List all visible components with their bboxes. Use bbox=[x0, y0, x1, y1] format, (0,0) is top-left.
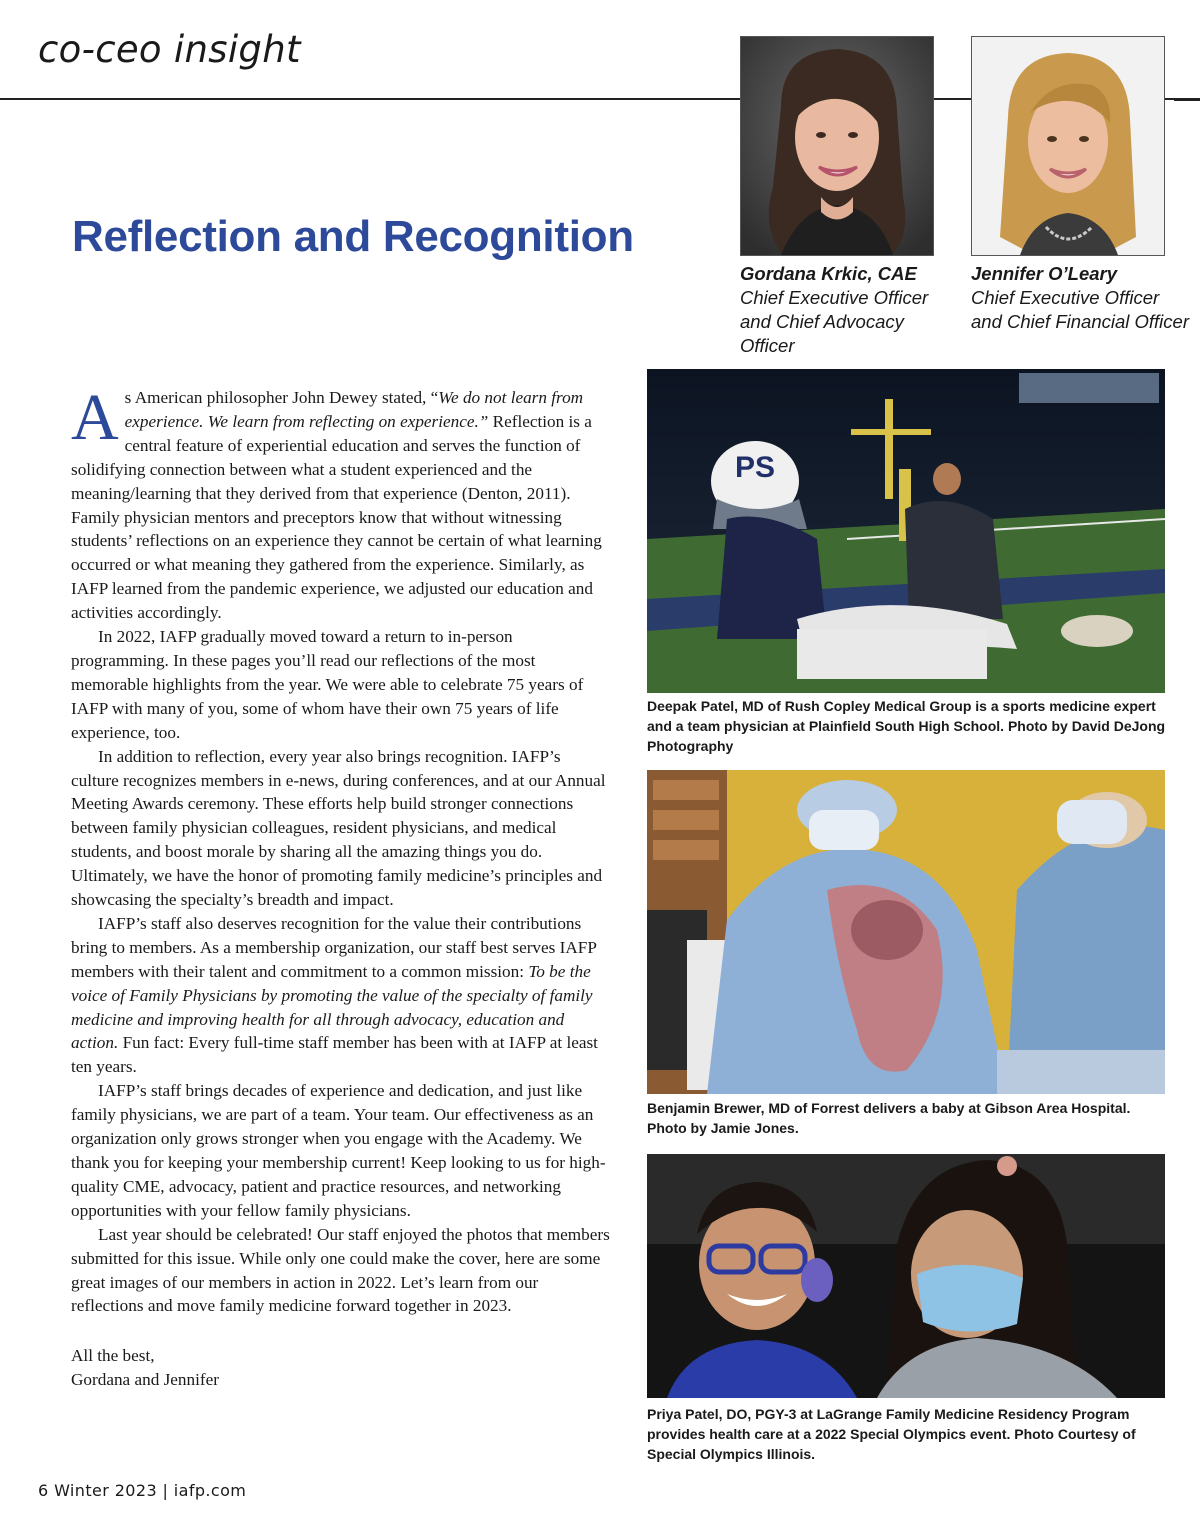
article-paragraph: IAFP’s staff brings decades of experience and dedication, and just like family physicians, we are part of a team. Your team. Our effectiveness as an organization only grows stronger when you engage with the Academy. We thank you for keeping your membership current! Keep looking to us for high- quality CME, advocacy, patient and practice resources, and networking opportunities with your fellow family physicians. bbox=[71, 1081, 606, 1220]
paragraph-text: Reflection is a central feature of experiential education and serves the function of solidifying connection between what a student experienced and the meaning/learning that they derived from that experience (Denton, 2011). Family physician mentors and preceptors know that without witnessing students’ reflections on an experience they cannot be certain of what learning occurred or what meaning they gathered from the experience. Similarly, as IAFP learned from the pandemic experience, we adjusted our education and activities accordingly. bbox=[71, 411, 602, 623]
paragraph-text: s American philosopher John Dewey stated, “ bbox=[124, 388, 439, 407]
page-footer: 6 Winter 2023 | iafp.com bbox=[38, 1481, 247, 1500]
article-paragraph: In addition to reflection, every year also brings recognition. IAFP’s culture recognizes members in e-news, during conferences, and at our Annual Meeting Awards ceremony. These efforts help build stronger connections between family physician colleagues, resident physicians, and medical students, and boost morale by sharing all the amazing things you do. Ultimately, we have the honor of promoting family medicine’s principles and showcasing the specialty’s breadth and impact. bbox=[71, 746, 606, 910]
author-name: Gordana Krkic, CAE bbox=[740, 263, 917, 284]
signature: Gordana and Jennifer bbox=[71, 1370, 219, 1389]
closing-line: All the best, bbox=[71, 1346, 155, 1365]
article-paragraph: Last year should be celebrated! Our staff enjoyed the photos that members submitted for this issue. While only one could make the cover, here are some great images of our members in action in 2022. Let’s learn from our reflections and move family medicine forward together in 2023. bbox=[71, 1224, 610, 1316]
article-body bbox=[71, 381, 611, 1318]
portrait-gordana-krkic bbox=[740, 36, 934, 256]
paragraph-text: Fun fact: Every full-time staff member has been with at IAFP at least ten years. bbox=[71, 1033, 598, 1077]
photo-special-olympics bbox=[647, 1154, 1165, 1398]
photo-delivery-room bbox=[647, 770, 1165, 1094]
dewey-quote: We do not learn from experience. We learn from reflecting on experience.” bbox=[124, 388, 584, 431]
drop-cap: A bbox=[71, 381, 119, 454]
helmet-logo: PS bbox=[734, 451, 776, 484]
article-paragraph bbox=[71, 381, 611, 625]
article-headline: Reflection and Recognition bbox=[72, 212, 634, 261]
signoff bbox=[71, 1344, 219, 1392]
section-label: co-ceo insight bbox=[38, 28, 301, 71]
portrait-jennifer-oleary bbox=[971, 36, 1165, 256]
author-role: Chief Executive Officer and Chief Financial Officer bbox=[971, 287, 1189, 332]
photo-caption: Priya Patel, DO, PGY-3 at LaGrange Family Medicine Residency Program provides health care at a 2022 Special Olympics event. Photo Courtesy of Special Olympics Illinois. bbox=[647, 1406, 1136, 1462]
photo-caption: Deepak Patel, MD of Rush Copley Medical Group is a sports medicine expert and a team physician at Plainfield South High School. Photo by David DeJong Photography bbox=[647, 698, 1166, 754]
article-paragraph: In 2022, IAFP gradually moved toward a return to in-person programming. In these pages you’ll read our reflections of the most memorable highlights from the year. We were able to celebrate 75 years of IAFP with many of you, some of whom have their own 75 years of life experience, too. bbox=[71, 627, 584, 742]
header-rule-accent bbox=[1174, 98, 1200, 101]
author-name: Jennifer O’Leary bbox=[971, 263, 1118, 284]
author-role: Chief Executive Officer and Chief Advocacy Officer bbox=[740, 287, 929, 356]
article-paragraph bbox=[71, 912, 611, 1079]
photo-caption: Benjamin Brewer, MD of Forrest delivers a baby at Gibson Area Hospital. Photo by Jamie Jones. bbox=[647, 1100, 1131, 1136]
photo-football-field bbox=[647, 369, 1165, 693]
author-card-gordana bbox=[740, 262, 960, 358]
mission-statement: To be the voice of Family Physicians by promoting the value of the specialty of family medicine and improving health for all through advocacy, education and action. bbox=[71, 961, 593, 1053]
author-card-jennifer bbox=[971, 262, 1191, 334]
paragraph-text: IAFP’s staff also deserves recognition for the value their contributions bring to members. As a membership organization, our staff best serves IAFP members with their talent and commitment to a common mission: bbox=[71, 913, 597, 981]
